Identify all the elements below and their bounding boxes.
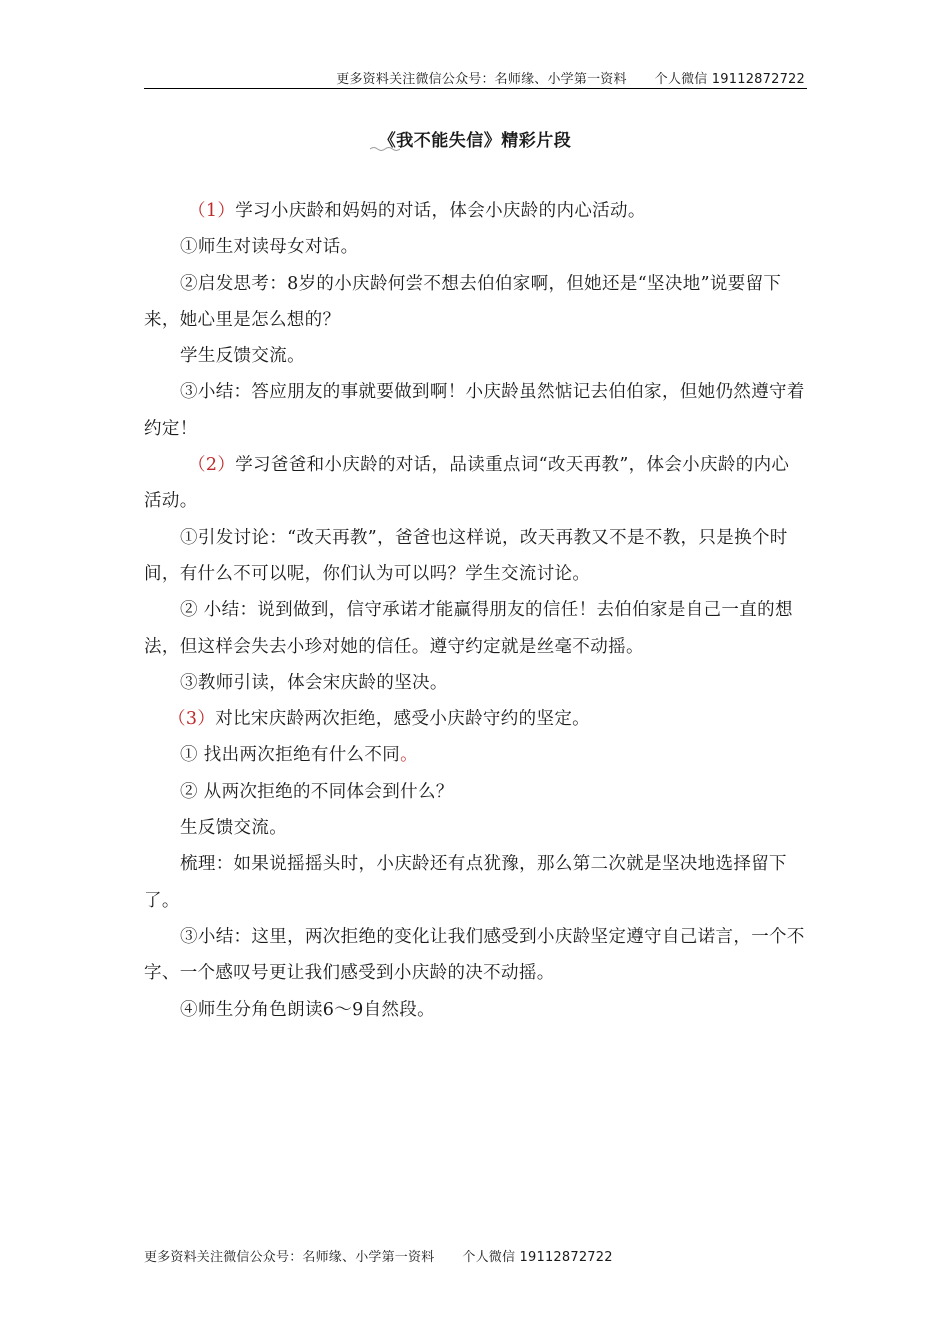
footer-promo-text: 更多资料关注微信公众号：名师缘、小学第一资料 (144, 1250, 435, 1265)
paragraph-section-3 (144, 701, 807, 737)
paragraph: ①师生对读母女对话。 (180, 237, 359, 258)
section-number-2: （2） (188, 455, 236, 476)
paragraph-section-2 (144, 447, 807, 520)
page-footer (144, 1246, 613, 1265)
title-squiggle-underline (370, 146, 400, 152)
paragraph: 梳理：如果说摇摇头时，小庆龄还有点犹豫，那么第二次就是坚决地选择留下了。 (144, 854, 787, 911)
footer-wechat-id: 个人微信 19112872722 (462, 1250, 613, 1265)
paragraph: ③教师引读，体会宋庆龄的坚决。 (180, 672, 448, 693)
red-period: 。 (400, 745, 418, 766)
section-number-1: （1） (188, 201, 236, 221)
paragraph: ②启发思考：8岁的小庆龄何尝不想去伯伯家啊，但她还是“坚决地”说要留下来，她心里是怎么想的？ (144, 273, 782, 330)
section-number-3: （3） (168, 709, 216, 730)
paragraph: ② 小结：说到做到，信守承诺才能赢得朋友的信任！去伯伯家是自己一直的想法，但这样会失去小珍对她的信任。遵守约定就是丝毫不动摇。 (144, 600, 793, 657)
paragraph-section-1 (144, 193, 807, 229)
paragraph: ④师生分角色朗读6～9自然段。 (180, 999, 436, 1020)
document-title: 《我不能失信》精彩片段 (378, 131, 572, 151)
section-heading-3: 对比宋庆龄两次拒绝，感受小庆龄守约的坚定。 (215, 709, 591, 730)
paragraph-text: ① 找出两次拒绝有什么不同 (180, 745, 401, 766)
header-promo-text: 更多资料关注微信公众号：名师缘、小学第一资料 (336, 72, 627, 87)
paragraph: ③小结：这里，两次拒绝的变化让我们感受到小庆龄坚定遵守自己诺言，一个不字、一个感叹号更让我们感受到小庆龄的决不动摇。 (144, 926, 805, 984)
header-text-line (336, 68, 805, 87)
paragraph: 学生反馈交流。 (180, 346, 305, 367)
paragraph: ② 从两次拒绝的不同体会到什么？ (180, 781, 454, 802)
paragraph: ①引发讨论：“改天再教”，爸爸也这样说，改天再教又不是不教，只是换个时间，有什么不可以呢，你们认为可以吗？学生交流讨论。 (144, 527, 788, 584)
document-body (144, 193, 807, 1028)
paragraph: ③小结：答应朋友的事就要做到啊！小庆龄虽然惦记去伯伯家，但她仍然遵守着约定！ (144, 382, 805, 439)
paragraph: 生反馈交流。 (180, 818, 288, 839)
section-heading-2: 学习爸爸和小庆龄的对话，品读重点词“改天再教”，体会小庆龄的内心活动。 (144, 455, 790, 512)
header-wechat-id: 个人微信 19112872722 (654, 72, 805, 87)
page-header (144, 66, 807, 89)
paragraph (144, 737, 807, 773)
section-heading-1: 学习小庆龄和妈妈的对话，体会小庆龄的内心活动。 (235, 201, 646, 221)
